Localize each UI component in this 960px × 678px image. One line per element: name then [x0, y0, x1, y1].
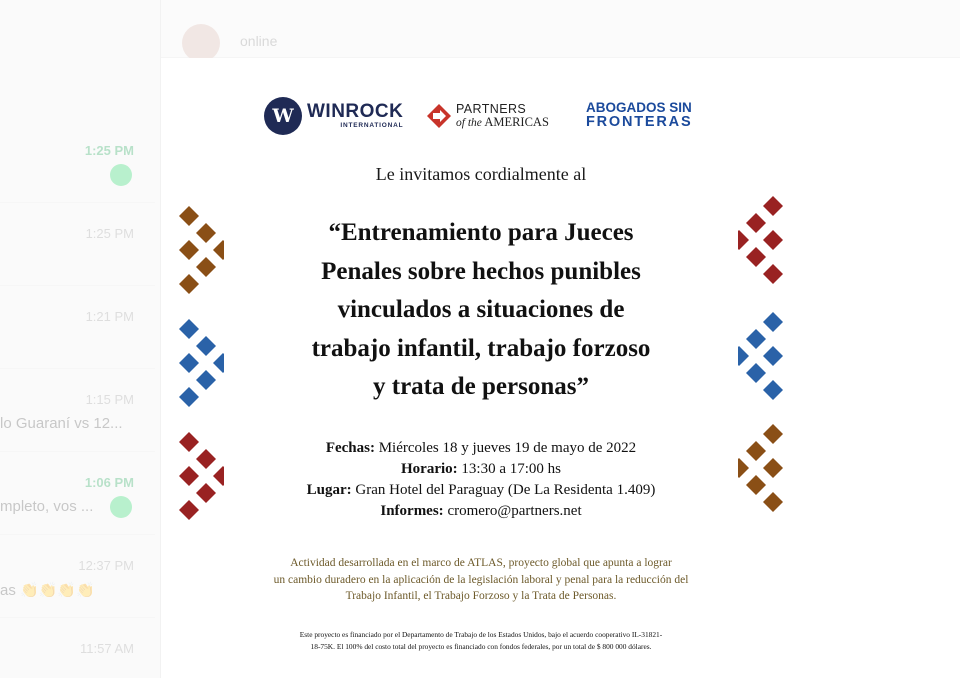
- contact-avatar[interactable]: [182, 24, 220, 62]
- decorative-diamond-pattern: [738, 195, 784, 285]
- chat-item-separator: [0, 617, 155, 618]
- decorative-diamond-pattern: [178, 318, 224, 408]
- diamond-shape: [746, 441, 766, 461]
- diamond-shape: [213, 353, 224, 373]
- chat-item-time: 1:21 PM: [85, 309, 134, 324]
- winrock-logo: [264, 90, 403, 142]
- diamond-shape: [746, 329, 766, 349]
- diamond-shape: [196, 370, 216, 390]
- diamond-shape: [179, 206, 199, 226]
- decorative-diamond-pattern: [738, 311, 784, 401]
- winrock-subtitle: INTERNATIONAL: [340, 122, 404, 130]
- diamond-shape: [196, 223, 216, 243]
- chat-item-snippet: as 👏👏👏👏: [0, 582, 95, 599]
- chat-item-separator: [0, 451, 155, 452]
- diamond-shape: [196, 257, 216, 277]
- diamond-shape: [196, 449, 216, 469]
- place-value: Gran Hotel del Paraguay (De La Residenta 1.409): [355, 482, 656, 498]
- abogados-line1: ABOGADOS SIN: [586, 100, 692, 116]
- abogados-logo: [586, 90, 692, 142]
- diamond-shape: [213, 466, 224, 486]
- diamond-shape: [738, 346, 749, 366]
- partners-mark-icon: [426, 103, 452, 129]
- invitation-flyer[interactable]: [178, 58, 784, 670]
- unread-badge: [110, 164, 132, 186]
- schedule-label: Horario:: [401, 461, 458, 477]
- place-label: Lugar:: [306, 482, 352, 498]
- funding-line: Este proyecto es financiado por el Departamento de Trabajo de los Estados Unidos, bajo el acuerdo cooperativo IL-31821-: [299, 630, 663, 639]
- info-email: cromero@partners.net: [447, 503, 582, 519]
- diamond-shape: [763, 264, 783, 284]
- abogados-line2: FRONTERAS: [586, 114, 693, 131]
- event-title-line: Penales sobre hechos punibles: [321, 257, 641, 285]
- invitation-line: Le invitamos cordialmente al: [375, 164, 587, 184]
- dates-value: Miércoles 18 y jueves 19 de mayo de 2022: [378, 440, 637, 456]
- diamond-shape: [763, 230, 783, 250]
- diamond-shape: [746, 475, 766, 495]
- chat-item-snippet: mpleto, vos ...: [0, 498, 94, 515]
- chat-item-time: 11:57 AM: [80, 641, 134, 656]
- activity-description: [238, 555, 724, 605]
- diamond-shape: [179, 500, 199, 520]
- chat-item-time: 1:06 PM: [84, 475, 134, 490]
- diamond-shape: [763, 492, 783, 512]
- decorative-diamond-pattern: [178, 431, 224, 521]
- diamond-shape: [746, 247, 766, 267]
- event-title-line: “Entrenamiento para Jueces: [328, 219, 634, 246]
- dates-label: Fechas:: [325, 440, 375, 456]
- chat-item-separator: [0, 285, 155, 286]
- activity-line: Actividad desarrollada en el marco de ATLAS, proyecto global que apunta a lograr: [290, 557, 672, 569]
- decorative-diamond-pattern: [738, 423, 784, 513]
- chat-item-separator: [0, 202, 155, 203]
- event-schedule: [178, 459, 784, 480]
- event-title-line: y trata de personas”: [373, 373, 589, 400]
- diamond-shape: [763, 346, 783, 366]
- diamond-shape: [738, 230, 749, 250]
- unread-badge: [110, 496, 132, 518]
- event-dates: [178, 438, 784, 459]
- diamond-shape: [196, 336, 216, 356]
- diamond-shape: [179, 319, 199, 339]
- funding-line: 18-75K. El 100% del costo total del proyecto es financiado con fondos federales, por un total de $ 800 000 dólares.: [310, 642, 652, 651]
- event-title: [278, 214, 684, 407]
- funding-disclaimer: [266, 629, 696, 653]
- diamond-shape: [196, 483, 216, 503]
- decorative-diamond-pattern: [178, 205, 224, 295]
- diamond-shape: [179, 240, 199, 260]
- activity-line: Trabajo Infantil, el Trabajo Forzoso y la Trata de Personas.: [345, 590, 617, 602]
- contact-status: online: [240, 33, 278, 49]
- winrock-name: WINROCK: [307, 101, 404, 123]
- info-label: Informes:: [380, 503, 444, 519]
- chat-item-snippet: lo Guaraní vs 12...: [0, 415, 123, 432]
- diamond-shape: [179, 387, 199, 407]
- diamond-shape: [213, 240, 224, 260]
- partners-line2-italic: of the: [456, 117, 482, 129]
- chat-item-time: 1:25 PM: [84, 143, 134, 158]
- activity-line: un cambio duradero en la aplicación de la legislación laboral y penal para la reducción del: [273, 573, 689, 586]
- diamond-shape: [738, 458, 749, 478]
- panel-divider: [160, 0, 161, 678]
- event-title-line: vinculados a situaciones de: [337, 296, 625, 323]
- chat-item-time: 1:25 PM: [85, 226, 134, 241]
- event-details: [178, 438, 784, 522]
- sponsor-logos: [178, 90, 784, 142]
- diamond-shape: [179, 353, 199, 373]
- winrock-mark-icon: W: [264, 97, 302, 135]
- diamond-shape: [763, 424, 783, 444]
- diamond-shape: [179, 432, 199, 452]
- diamond-shape: [763, 380, 783, 400]
- schedule-value: 13:30 a 17:00 hs: [461, 461, 561, 477]
- diamond-shape: [763, 458, 783, 478]
- chat-item-separator: [0, 534, 155, 535]
- partners-line2: AMERICAS: [484, 115, 549, 129]
- event-title-line: trabajo infantil, trabajo forzoso: [311, 334, 651, 362]
- diamond-shape: [179, 274, 199, 294]
- event-place: [178, 480, 784, 501]
- diamond-shape: [763, 312, 783, 332]
- diamond-shape: [746, 363, 766, 383]
- chat-item-time: 12:37 PM: [78, 558, 134, 573]
- event-info: [178, 501, 784, 522]
- chat-item-separator: [0, 368, 155, 369]
- diamond-shape: [763, 196, 783, 216]
- chat-item-time: 1:15 PM: [85, 392, 134, 407]
- diamond-shape: [179, 466, 199, 486]
- partners-logo: [426, 90, 549, 142]
- partners-line1: PARTNERS: [456, 101, 527, 116]
- chat-list-panel: [0, 0, 160, 678]
- diamond-shape: [746, 213, 766, 233]
